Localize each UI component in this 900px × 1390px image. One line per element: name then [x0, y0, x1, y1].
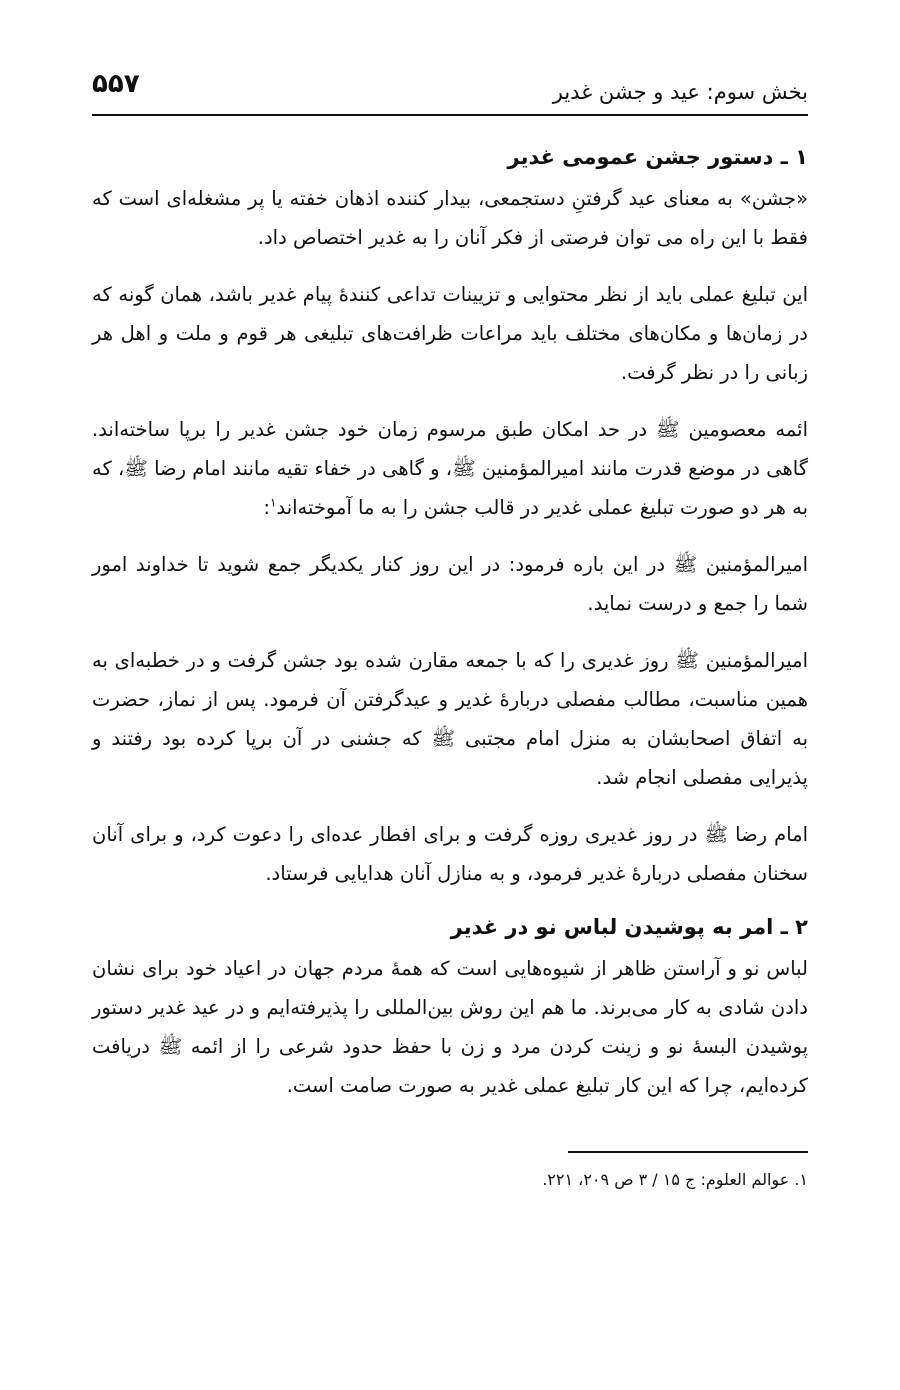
- paragraph: امیرالمؤمنین ﷺ روز غدیری را که با جمعه مقارن شده بود جشن گرفت و در خطبه‌ای به همین مناسبت، مطالب مفصلی دربارهٔ غدیر و عیدگرفتن آن فرمود. پس از نماز، حضرت به اتفاق اصحابشان به منزل امام مجتبی ﷺ که جشنی در آن برپا کرده بود رفتند و پذیرایی مفصلی انجام شد.: [92, 649, 808, 789]
- footnote-divider: [568, 1151, 808, 1153]
- paragraph: امیرالمؤمنین ﷺ در این باره فرمود: در این روز کنار یکدیگر جمع شوید تا خداوند امور شما را جمع و درست نماید.: [92, 553, 808, 615]
- paragraph: امام رضا ﷺ در روز غدیری روزه گرفت و برای افطار عده‌ای را دعوت کرد، و برای آنان سخنان مفصلی دربارهٔ غدیر فرمود، و به منازل آنان هدایایی فرستاد.: [92, 823, 808, 885]
- paragraph: «جشن» به معنای عید گرفتنِ دستجمعی، بیدار کننده اذهان خفته یا پر مشغله‌ای است که فقط با این راه می توان فرصتی از فکر آنان را به غدیر اختصاص داد.: [92, 187, 808, 249]
- page-number: ۵۵۷: [92, 69, 140, 99]
- paragraph: این تبلیغ عملی باید از نظر محتوایی و تزیینات تداعی کنندهٔ پیام غدیر باشد، همان گونه که در زمان‌ها و مکان‌های مختلف باید مراعات ظرافت‌های تبلیغی هر قوم و ملت و اهل هر زبانی را در نظر گرفت.: [92, 283, 808, 384]
- section-heading-new-clothes: ۲ ـ امر به پوشیدن لباس نو در غدیر: [450, 915, 808, 939]
- paragraph-colon: :: [263, 496, 270, 519]
- paragraph-with-footnote: [92, 410, 808, 527]
- section-heading-celebration: ۱ ـ دستور جشن عمومی غدیر: [507, 145, 808, 169]
- running-header: [92, 62, 808, 116]
- footnote: ۱. عوالم العلوم: ج ۱۵ / ۳ ص ۲۰۹، ۲۲۱.: [542, 1170, 808, 1189]
- paragraph: لباس نو و آراستن ظاهر از شیوه‌هایی است که همهٔ مردم جهان در اعیاد خود برای نشان دادن شادی به کار می‌برند. ما هم این روش بین‌المللی را پذیرفته‌ایم و در عید غدیر دستور پوشیدن البسهٔ نو و زینت کردن مرد و زن با حفظ حدود شرعی را از ائمه ﷺ دریافت کرده‌ایم، چرا که این کار تبلیغ عملی غدیر به صورت صامت است.: [92, 957, 808, 1097]
- footnote-reference[interactable]: ۱: [270, 495, 277, 510]
- book-page: [92, 62, 808, 1362]
- paragraph-text: ائمه معصومین ﷺ در حد امکان طبق مرسوم زمان خود جشن غدیر را برپا ساخته‌اند. گاهی در موضع قدرت مانند امیرالمؤمنین ﷺ، و گاهی در خفاء تقیه مانند امام رضا ﷺ، که به هر دو صورت تبلیغ عملی غدیر در قالب جشن را به ما آموخته‌اند: [92, 418, 808, 519]
- running-title: بخش سوم: عید و جشن غدیر: [552, 80, 808, 104]
